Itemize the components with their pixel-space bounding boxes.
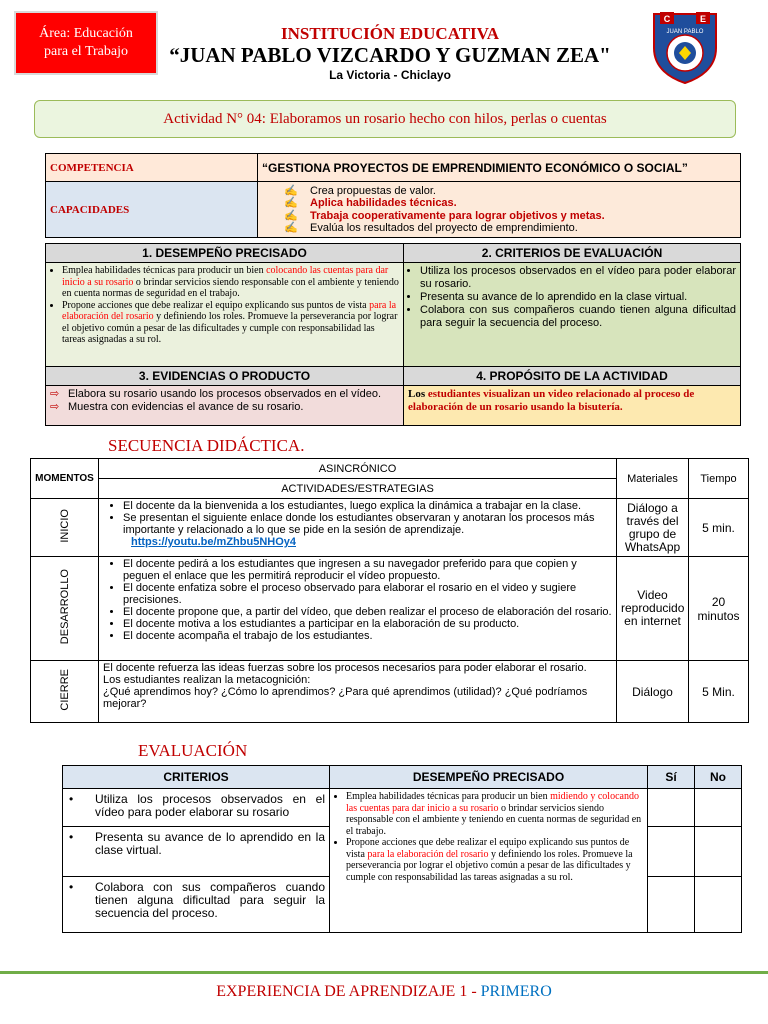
school-name: “JUAN PABLO VIZCARDO Y GUZMAN ZEA" (169, 43, 611, 67)
activity-item: • El docente motiva a los estudiantes a participar en la elaboración de su producto. (123, 618, 612, 630)
video-link[interactable]: https://youtu.be/mZhbu5NHOy4 (131, 536, 296, 548)
area-line-1: Área: Educación (39, 26, 133, 41)
inicio-materiales: Diálogo a través del grupo de WhatsApp (617, 499, 689, 557)
arrow-bullet-icon: ⇨ (50, 388, 60, 400)
footer-grade: PRIMERO (480, 983, 552, 1000)
eval-col-si: Sí (648, 766, 695, 789)
momento-desarrollo: DESARROLLO (31, 557, 99, 661)
criterio-item: • Presenta su avance de lo aprendido en la clase virtual. (420, 291, 736, 304)
pen-bullet-icon: ✍ (284, 209, 298, 222)
area-box (14, 11, 158, 75)
svg-text:E: E (699, 14, 707, 24)
activity-item: • El docente pedirá a los estudiantes que ingresen a su navegador preferido para que copien y peguen el enlace que les permitirá reproducir el vídeo propuesto. (123, 558, 612, 582)
momento-cierre: CIERRE (31, 661, 99, 723)
footer-text: EXPERIENCIA DE APRENDIZAJE 1 - (216, 983, 481, 1000)
svg-text:JUAN PABLO: JUAN PABLO (666, 29, 704, 35)
capacidad-item: ✍ Crea propuestas de valor. (262, 185, 736, 198)
desarrollo-materiales: Video reproducido en internet (617, 557, 689, 661)
footer-divider (0, 971, 768, 974)
criterio-item: • Colabora con sus compañeros cuando tienen alguna dificultad para seguir la secuencia del proceso. (420, 304, 736, 330)
capacidad-item: ✍ Evalúa los resultados del proyecto de emprendimiento. (262, 222, 736, 235)
col-actividades: ACTIVIDADES/ESTRATEGIAS (99, 479, 617, 499)
col-materiales: Materiales (617, 459, 689, 499)
eval-si-cell[interactable] (648, 789, 695, 827)
activity-item: • El docente enfatiza sobre el proceso observado para elaborar el rosario en el video y sugiere precisiones. (123, 582, 612, 606)
eval-no-cell[interactable] (695, 877, 742, 933)
desempeno-item: • Propone acciones que debe realizar el equipo explicando sus puntos de vista para la elaboración del rosario y definiendo los roles. Promueve la perseverancia por lograr el objetivo común a pesar de las dificultades y cumple con responsabilidad las tareas asignadas a su rol. (62, 300, 399, 346)
institution-title: INSTITUCIÓN EDUCATIVA (280, 24, 500, 43)
desarrollo-activities (99, 557, 617, 661)
activity-item: • Se presentan el siguiente enlace donde los estudiantes observaran y anotaran los procesos más importante y relacionado a lo que se pide en la sesión de aprendizaje. (123, 512, 612, 536)
inicio-tiempo: 5 min. (689, 499, 749, 557)
activity-item: • El docente acompaña el trabajo de los estudiantes. (123, 630, 612, 642)
eval-no-cell[interactable] (695, 789, 742, 827)
eval-desempeno-item: • Emplea habilidades técnicas para producir un bien midiendo y colocando las cuentas para dar inicio a su rosario o brindar servicios siendo responsable con el ambiente y teniendo en cuenta normas de seguridad en el trabajo. (346, 791, 643, 837)
pen-bullet-icon: ✍ (284, 184, 298, 197)
eval-desempeno-item: • Propone acciones que debe realizar el equipo explicando sus puntos de vista para la elaboración del rosario y definiendo los roles. Promueve la perseverancia por lograr el objetivo común a pesar de las dificultades y cumple con responsabilidad las tareas asignadas a su rol. (346, 837, 643, 883)
cierre-tiempo: 5 Min. (689, 661, 749, 723)
eval-col-criterios: CRITERIOS (63, 766, 330, 789)
capacidad-item: ✍ Trabaja cooperativamente para lograr objetivos y metas. (262, 210, 736, 223)
section-4-title: 4. PROPÓSITO DE LA ACTIVIDAD (404, 367, 741, 386)
competencia-value: “GESTIONA PROYECTOS DE EMPRENDIMIENTO ECONÓMICO O SOCIAL” (258, 154, 741, 182)
cierre-activities (99, 661, 617, 723)
area-line-2: para el Trabajo (44, 44, 128, 59)
competencia-label: COMPETENCIA (46, 154, 258, 182)
eval-si-cell[interactable] (648, 877, 695, 933)
evidencias-producto (46, 386, 404, 426)
sections-grid (45, 243, 741, 426)
eval-criterio: • Presenta su avance de lo aprendido en la clase virtual. (63, 827, 330, 877)
capacidad-item: ✍ Aplica habilidades técnicas. (262, 197, 736, 210)
col-tiempo: Tiempo (689, 459, 749, 499)
cierre-line: ¿Qué aprendimos hoy? ¿Cómo lo aprendimos? ¿Para qué aprendimos (utilidad)? ¿Qué podríamos mejorar? (103, 686, 588, 710)
section-3-title: 3. EVIDENCIAS O PRODUCTO (46, 367, 404, 386)
school-location: La Victoria - Chiclayo (329, 68, 451, 82)
cierre-line: El docente refuerza las ideas fuerzas sobre los procesos necesarios para poder elaborar el rosario. (103, 662, 587, 674)
evidencia-item: ⇨ Elabora su rosario usando los procesos observados en el vídeo. (50, 388, 382, 400)
svg-text:C: C (663, 14, 671, 24)
eval-desempeno (330, 789, 648, 933)
desempeno-item: • Emplea habilidades técnicas para producir un bien colocando las cuentas para dar inicio a su rosario o brindar servicios siendo responsable con el ambiente y teniendo en cuenta normas de seguridad en el trabajo. (62, 265, 399, 300)
desempeno-precisado (46, 263, 404, 367)
school-crest-logo (650, 8, 720, 84)
cierre-materiales: Diálogo (617, 661, 689, 723)
cierre-line: Los estudiantes realizan la metacognición: (103, 674, 311, 686)
proposito-actividad: Los estudiantes visualizan un video relacionado al proceso de elaboración de un rosario usando la bisutería. (404, 386, 741, 426)
capacidades-list (258, 182, 741, 238)
activity-item: • El docente da la bienvenida a los estudiantes, luego explica la dinámica a trabajar en la clase. (123, 500, 612, 512)
pen-bullet-icon: ✍ (284, 222, 298, 234)
criterios-evaluacion (404, 263, 741, 367)
section-2-title: 2. CRITERIOS DE EVALUACIÓN (404, 244, 741, 263)
section-1-title: 1. DESEMPEÑO PRECISADO (46, 244, 404, 263)
secuencia-title: SECUENCIA DIDÁCTICA. (108, 436, 305, 455)
capacidades-label: CAPACIDADES (46, 182, 258, 238)
col-momentos: MOMENTOS (31, 459, 99, 499)
momento-inicio: INICIO (31, 499, 99, 557)
pen-bullet-icon: ✍ (284, 197, 298, 209)
criterio-item: • Utiliza los procesos observados en el vídeo para poder elaborar su rosario. (420, 265, 736, 291)
footer (0, 983, 768, 1001)
competencia-table (45, 153, 741, 238)
col-asincronico: ASINCRÓNICO (99, 459, 617, 479)
eval-col-no: No (695, 766, 742, 789)
eval-col-desempeno: DESEMPEÑO PRECISADO (330, 766, 648, 789)
evaluacion-title: EVALUACIÓN (138, 741, 248, 760)
secuencia-table (30, 458, 749, 723)
activity-item: • El docente propone que, a partir del vídeo, que deben realizar el proceso de elaboración del rosario. (123, 606, 612, 618)
arrow-bullet-icon: ⇨ (50, 401, 60, 413)
evidencia-item: ⇨ Muestra con evidencias el avance de su rosario. (50, 401, 304, 413)
evaluacion-table (62, 765, 742, 933)
eval-no-cell[interactable] (695, 827, 742, 877)
activity-title: Actividad N° 04: Elaboramos un rosario hecho con hilos, perlas o cuentas (34, 100, 736, 138)
inicio-activities (99, 499, 617, 557)
eval-si-cell[interactable] (648, 827, 695, 877)
desarrollo-tiempo: 20 minutos (689, 557, 749, 661)
eval-criterio: • Colabora con sus compañeros cuando tienen alguna dificultad para seguir la secuencia del proceso. (63, 877, 330, 933)
eval-criterio: • Utiliza los procesos observados en el vídeo para poder elaborar su rosario (63, 789, 330, 827)
